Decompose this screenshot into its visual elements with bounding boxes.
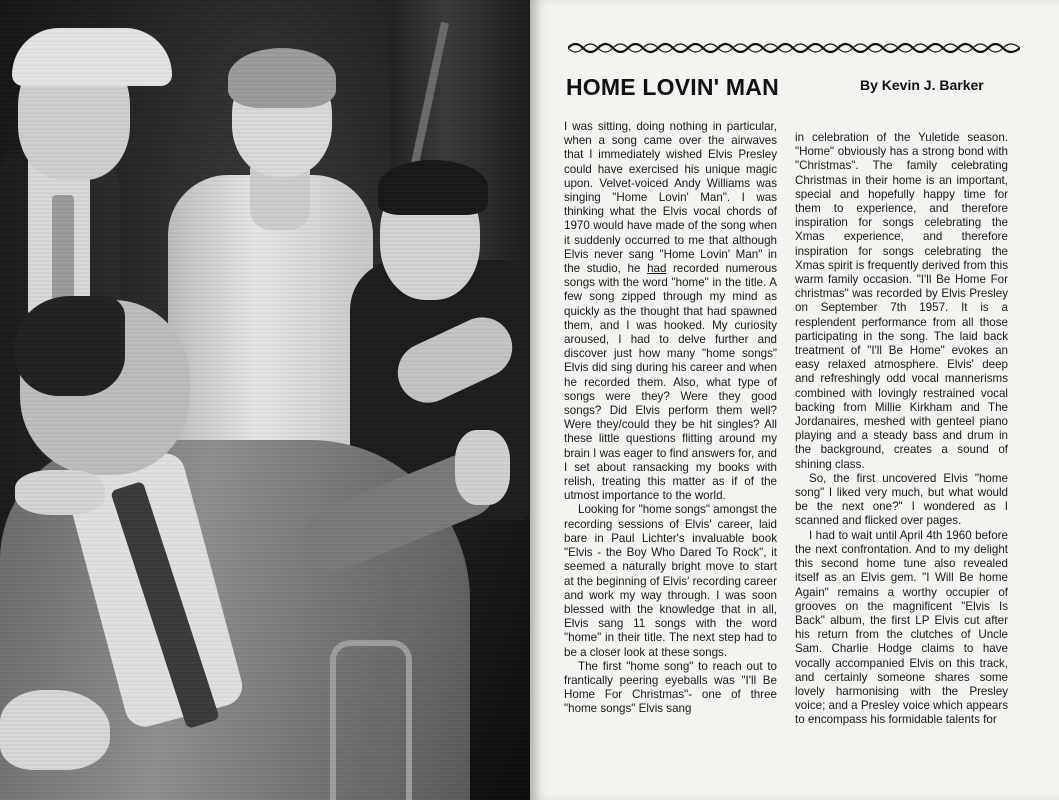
article-byline: By Kevin J. Barker <box>860 77 984 93</box>
article-column-1 <box>564 120 777 717</box>
article-page <box>530 0 1059 800</box>
underlined-word: had <box>647 262 667 276</box>
paragraph: in celebration of the Yuletide season. "Home" obviously has a strong bond with "Christmas". The family celebrating Christmas in their home is an important, special and hopefully happy time for them to experience, and therefore inspiration for songs celebrating the Xmas experience, and therefore inspiration for songs celebrating the Xmas spirit is frequently derived from this warm family occasion. "I'll Be Home For christmas" was recorded by Elvis Presley on September 7th 1957. It is a resplendent performance from all those participating in the song. The laid back treatment of "I'll Be Home" evokes an easy relaxed atmosphere. Elvis' deep and refreshingly odd vocal mannerisms combined with lovingly restrained vocal backing from Millie Kirkham and The Jordanaires, meshed with genteel piano playing and a steady bass and drum in the background, creates a sound of shining class. <box>795 131 1008 471</box>
paragraph: Looking for "home songs" amongst the recording sessions of Elvis' career, laid bare in Paul Lichter's invaluable book "Elvis - the Boy Who Dared To Rock", it seemed a naturally bright move to start at the beginning of Elvis' recording career and work my way through. I was soon blessed with the knowledge that in all, Elvis sang 11 songs with the word "home" in their title. The next step had to be a closer look at these songs. <box>564 503 778 659</box>
paragraph <box>564 120 777 503</box>
article-column-2 <box>795 131 1008 728</box>
text-run: recorded numerous songs with the word "home" in the title. A few song zipped through my mind as quickly as the thought that had spawned them, and I was hooked. My curiosity aroused, I had to delve further and discover just how many "home songs" Elvis did sing during his career and when he recorded them. Also, what type of songs were they? Were they good songs? Did Elvis perform them well? Were they/could they be hit singles? All these little questions flitting around my brain I was eager to find answers for, and I set about ransacking my books with relish, treating this matter as if of the utmost importance to the world. <box>564 262 777 503</box>
paragraph: So, the first uncovered Elvis "home song" I liked very much, but what would be the next one?" I wondered as I scanned and flicked over pages. <box>795 471 1008 528</box>
decorative-border-ornament <box>568 42 1020 54</box>
article-title: HOME LOVIN' MAN <box>566 74 779 100</box>
text-run: I was sitting, doing nothing in particular, when a song came over the airwaves that I immediately wished Elvis Presley could have exercised his unique magic upon. Velvet-voiced Andy Williams was singing "Home Lovin' Man". I was thinking what the Elvis vocal chords of 1970 would have made of the song when it suddenly occurred to me that although Elvis never sang "Home Lovin' Man" in the studio, he <box>564 120 777 276</box>
paragraph: The first "home song" to reach out to frantically peering eyeballs was "I'll Be Home For Christmas"- one of three "home songs" Elvis sang <box>564 659 777 716</box>
paragraph: I had to wait until April 4th 1960 before the next confrontation. And to my delight this second home tune also revealed itself as an Elvis gem. "I Will Be home Again" remains a worthy occupier of grooves on the magnificent "Elvis Is Back" album, the first LP Elvis cut after his return from the clutches of Uncle Sam. Charlie Hodge claims to have vocally accompanied Elvis on this track, and certainly someone shares some lovely harmonising with the Presley voice; and a Presley voice which appears to encompass his formidable talents for <box>795 528 1008 727</box>
